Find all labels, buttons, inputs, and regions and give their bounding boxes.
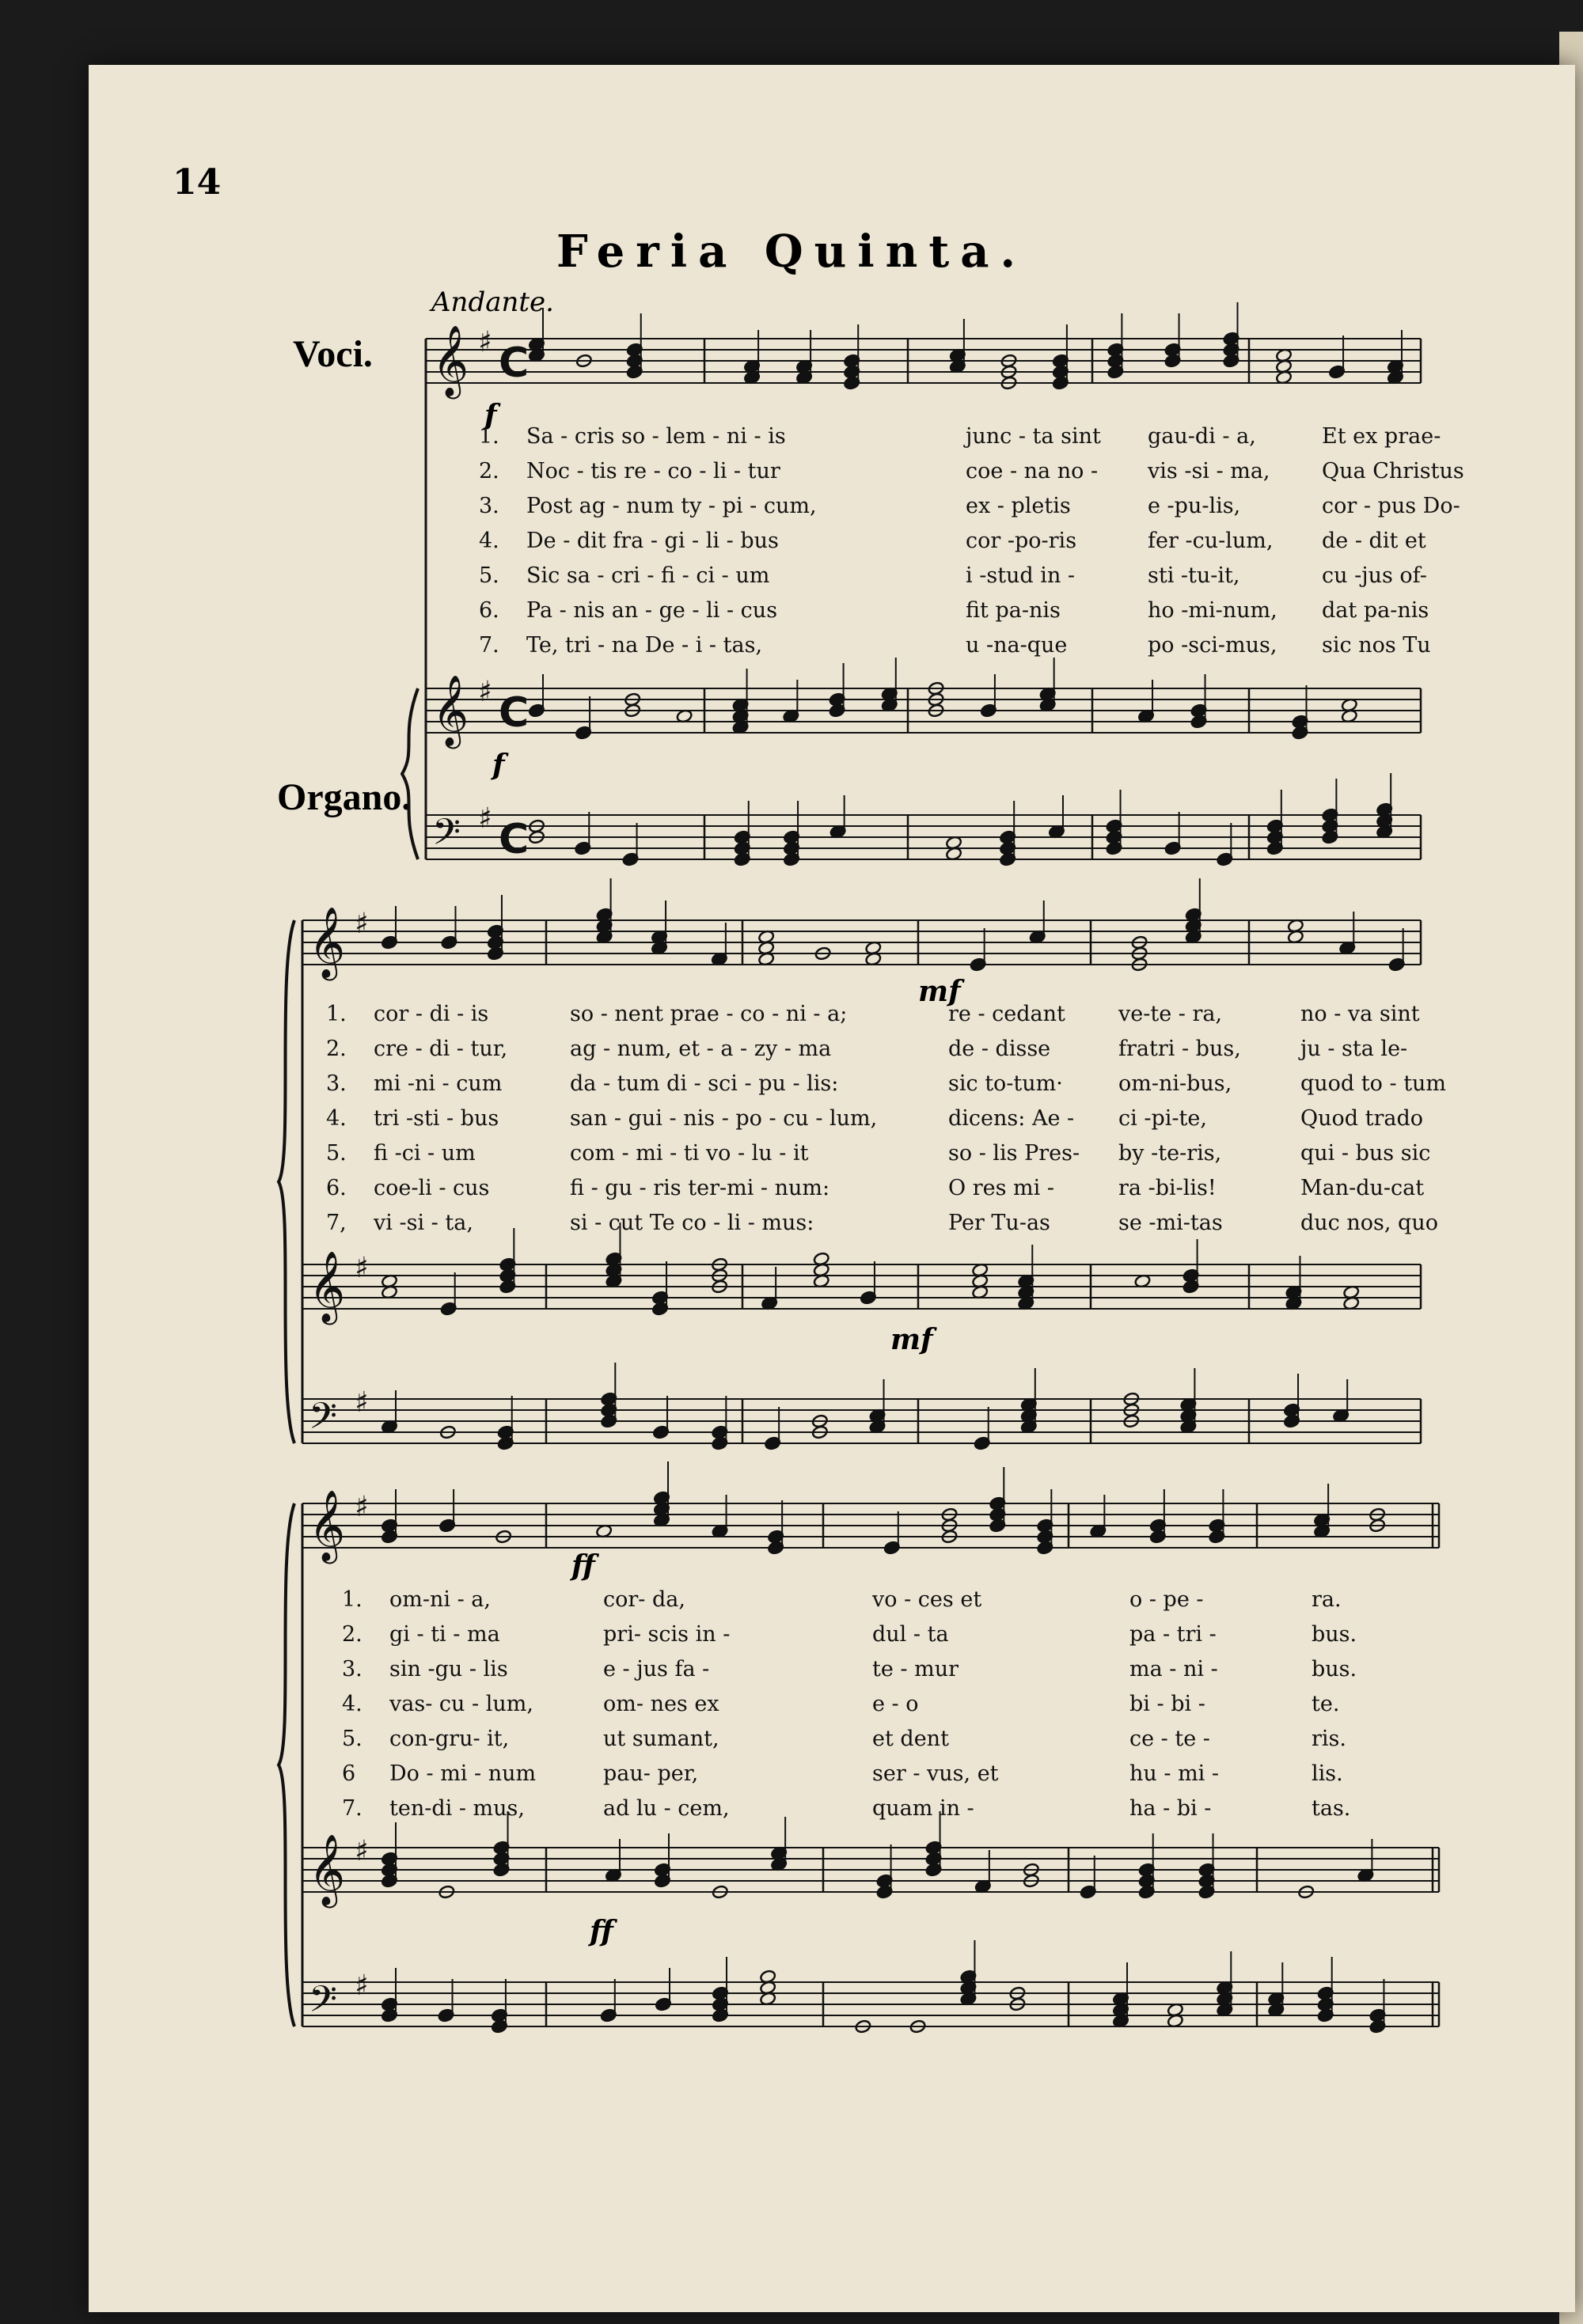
svg-text:♯: ♯ [355,1386,369,1419]
svg-text:♯: ♯ [355,908,369,940]
verse-line: 4. tri -sti - bus san - gui - nis - po - cu - lum, dicens: Ae - ci -pi-te, Quod trado [326,1106,1424,1131]
verse-line: 3. mi -ni - cum da - tum di - sci - pu - lis: sic to-tum· om-ni-bus, quod to - tum [326,1071,1447,1096]
dynamic-f-organ: f [492,749,505,782]
verse-line: 1. cor - di - is so - nent prae - co - ni - a; re - cedant ve-te - ra, no - va sint [326,1002,1420,1026]
page-number: 14 [173,162,222,203]
verse-line: 5. fi -ci - um com - mi - ti vo - lu - it so - lis Pres- by -te-ris, qui - bus sic [326,1141,1431,1166]
verse-line: 2. Noc - tis re - co - li - tur coe - na no - vis -si - ma, Qua Christus [479,459,1464,483]
svg-text:♯: ♯ [478,802,492,835]
svg-text:C: C [499,689,530,737]
svg-text:𝄞: 𝄞 [309,1834,346,1905]
svg-text:𝄢: 𝄢 [309,1395,338,1446]
svg-text:𝄢: 𝄢 [432,811,461,862]
verse-line: 6. Pa - nis an - ge - li - cus fit pa-nis ho -mi-num, dat pa-nis [479,598,1429,623]
voci-label: Voci. [293,333,373,375]
organo-label: Organo. [277,776,412,818]
page-title: Feria Quinta. [556,226,1027,278]
verse-line: 1. Sa - cris so - lem - ni - is junc - ta sint gau-di - a, Et ex prae- [479,424,1441,449]
verse-line: 5. con-gru- it, ut sumant, et dent ce - te - ris. [342,1727,1346,1751]
dynamic-ff-organ: ff [590,1915,613,1948]
svg-text:♯: ♯ [478,676,492,708]
verse-line: 5. Sic sa - cri - fi - ci - um i -stud in - sti -tu-it, cu -jus of- [479,563,1427,588]
dynamic-mf-voice: mf [918,975,961,1008]
svg-text:𝄞: 𝄞 [309,907,346,978]
verse-line: 7. Te, tri - na De - i - tas, u -na-que po -sci-mus, sic nos Tu [479,633,1431,658]
verse-line: 2. cre - di - tur, ag - num, et - a - zy - ma de - disse fratri - bus, ju - sta le- [326,1037,1408,1061]
verse-line: 7, vi -si - ta, si - cut Te co - li - mus: Per Tu-as se -mi-tas duc nos, quo [326,1211,1438,1235]
svg-text:𝄞: 𝄞 [309,1490,346,1561]
verse-line: 4. vas- cu - lum, om- nes ex e - o bi - bi - te. [342,1692,1340,1716]
verse-line: 2. gi - ti - ma pri- scis in - dul - ta pa - tri - bus. [342,1622,1357,1647]
svg-text:♯: ♯ [355,1970,369,2002]
tempo-marking: Andante. [431,286,554,318]
svg-text:♯: ♯ [478,326,492,358]
verse-line: 6. coe-li - cus fi - gu - ris ter-mi - num: O res mi - ra -bi-lis! Man-du-cat [326,1176,1425,1200]
verse-line: 4. De - dit fra - gi - li - bus cor -po-ris fer -cu-lum, de - dit et [479,529,1426,553]
verse-line: 3. Post ag - num ty - pi - cum, ex - pletis e -pu-lis, cor - pus Do- [479,494,1460,518]
svg-text:𝄞: 𝄞 [309,1251,346,1322]
svg-text:♯: ♯ [355,1835,369,1867]
svg-text:𝄞: 𝄞 [432,675,469,746]
verse-line: 6 Do - mi - num pau- per, ser - vus, et hu - mi - lis. [342,1761,1343,1786]
svg-text:C: C [499,816,530,863]
dynamic-f-voice: f [484,399,497,432]
svg-text:𝄞: 𝄞 [432,325,469,396]
svg-text:♯: ♯ [355,1252,369,1284]
verse-line: 1. om-ni - a, cor- da, vo - ces et o - pe - ra. [342,1587,1342,1612]
verse-line: 7. ten-di - mus, ad lu - cem, quam in - ha - bi - tas. [342,1796,1351,1821]
verse-line: 3. sin -gu - lis e - jus fa - te - mur ma - ni - bus. [342,1657,1357,1681]
svg-text:C: C [499,339,530,387]
svg-text:♯: ♯ [355,1491,369,1523]
svg-text:𝄢: 𝄢 [309,1978,338,2030]
dynamic-mf-organ: mf [890,1323,933,1356]
verses-system-2 [326,997,1446,1241]
verses-system-1 [479,419,1464,663]
dynamic-ff-voice: ff [571,1549,595,1583]
verses-system-3 [342,1583,1357,1826]
